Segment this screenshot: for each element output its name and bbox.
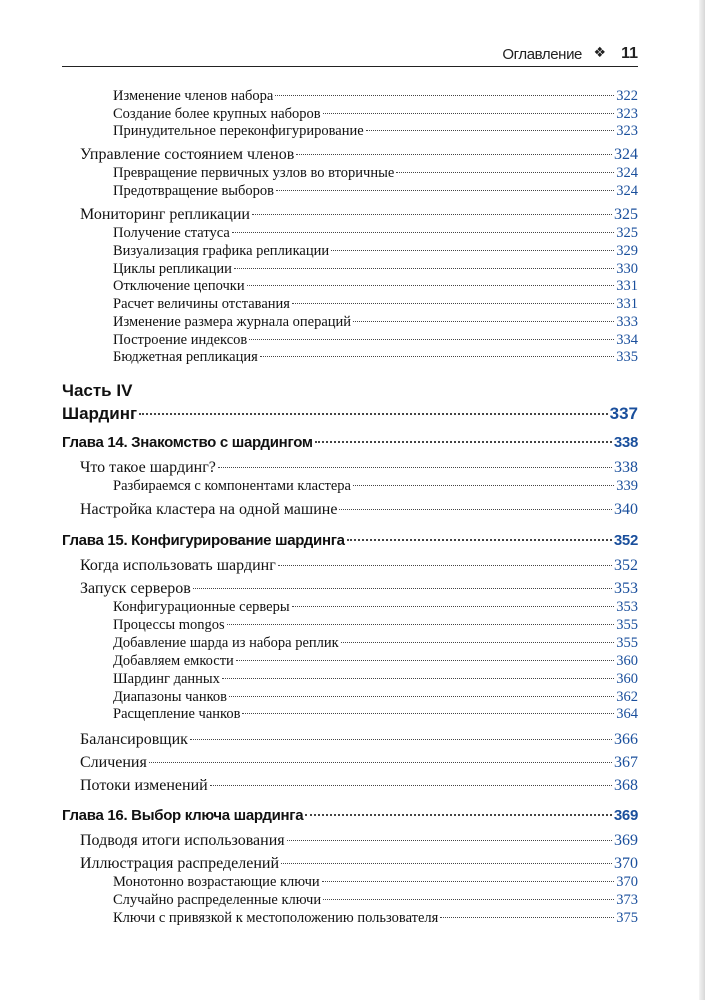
toc-entry-page: 324 — [616, 165, 638, 181]
toc-entry-page: 373 — [616, 892, 638, 908]
toc-entry-title: Изменение размера журнала операций — [113, 314, 352, 330]
leader-dots — [232, 232, 614, 233]
toc-entry-page: 331 — [616, 278, 638, 294]
leader-dots — [249, 339, 614, 340]
toc-entry-page: 362 — [616, 689, 638, 705]
toc-entry-title: Визуализация графика репликации — [113, 243, 330, 259]
leader-dots — [396, 172, 614, 173]
leader-dots — [296, 154, 612, 155]
leader-dots — [247, 285, 615, 286]
leader-dots — [139, 413, 608, 415]
page-number: 11 — [621, 45, 638, 62]
toc-section-title: Балансировщик — [80, 731, 188, 748]
toc-chapter[interactable] — [62, 434, 638, 452]
toc-section-title: Когда использовать шардинг — [80, 557, 276, 574]
toc-section-page: 324 — [614, 146, 638, 163]
toc-entry-title: Расщепление чанков — [113, 706, 241, 722]
toc-section[interactable] — [62, 580, 638, 598]
toc-entry-title: Построение индексов — [113, 332, 248, 348]
toc-entry[interactable] — [62, 88, 638, 106]
toc-section-page: 352 — [614, 557, 638, 574]
toc-part-title: Шардинг — [62, 404, 138, 423]
leader-dots — [353, 321, 614, 322]
toc-section[interactable] — [62, 754, 638, 772]
toc-entry[interactable] — [62, 689, 638, 707]
toc-entry-title: Превращение первичных узлов во вторичные — [113, 165, 395, 181]
toc-section-page: 370 — [614, 855, 638, 872]
toc-chapter-page: 338 — [613, 434, 638, 451]
toc-entry[interactable] — [62, 296, 638, 314]
toc-section[interactable] — [62, 146, 638, 164]
toc-entry-page: 329 — [616, 243, 638, 259]
toc-entry-page: 355 — [616, 617, 638, 633]
toc-entry-title: Конфигурационные серверы — [113, 599, 290, 615]
toc-entry[interactable] — [62, 349, 638, 367]
leader-dots — [276, 190, 614, 191]
toc-chapter-page: 352 — [613, 532, 638, 549]
leader-dots — [236, 660, 614, 661]
toc-entry-page: 339 — [616, 478, 638, 494]
toc-chapter-title: Глава 14. Знакомство с шардингом — [62, 434, 313, 451]
page-edge — [699, 0, 705, 1000]
leader-dots — [323, 899, 614, 900]
toc-entry-title: Расчет величины отставания — [113, 296, 290, 312]
toc-entry[interactable] — [62, 599, 638, 617]
toc-entry-page: 375 — [616, 910, 638, 926]
leader-dots — [227, 624, 615, 625]
toc-entry[interactable] — [62, 910, 638, 928]
leader-dots — [252, 214, 612, 215]
toc-section[interactable] — [62, 206, 638, 224]
leader-dots — [222, 678, 614, 679]
toc-entry-title: Отключение цепочки — [113, 278, 245, 294]
leader-dots — [281, 863, 612, 864]
leader-dots — [193, 588, 612, 589]
toc-entry-page: 324 — [616, 183, 638, 199]
toc-entry-title: Циклы репликации — [113, 261, 232, 277]
toc-entry-title: Добавление шарда из набора реплик — [113, 635, 339, 651]
running-header — [62, 44, 638, 67]
toc-entry-page: 360 — [616, 653, 638, 669]
toc-entry-page: 333 — [616, 314, 638, 330]
toc-section-title: Настройка кластера на одной машине — [80, 501, 338, 518]
toc-section-page: 353 — [614, 580, 638, 597]
toc-part[interactable] — [62, 404, 638, 422]
toc-section[interactable] — [62, 777, 638, 795]
toc-entry-title: Процессы mongos — [113, 617, 225, 633]
toc-section-page: 367 — [614, 754, 638, 771]
leader-dots — [234, 268, 614, 269]
toc-part-page: 337 — [609, 404, 638, 423]
leader-dots — [287, 840, 612, 841]
leader-dots — [347, 539, 612, 541]
toc-entry-title: Бюджетная репликация — [113, 349, 258, 365]
toc-section-page: 368 — [614, 777, 638, 794]
toc-entry[interactable] — [62, 261, 638, 279]
toc-section-page: 366 — [614, 731, 638, 748]
toc-section[interactable] — [62, 832, 638, 850]
toc-entry-title: Монотонно возрастающие ключи — [113, 874, 320, 890]
toc-entry-page: 335 — [616, 349, 638, 365]
toc-section-page: 338 — [614, 459, 638, 476]
toc-entry-title: Предотвращение выборов — [113, 183, 275, 199]
toc-section-title: Что такое шардинг? — [80, 459, 216, 476]
toc-chapter[interactable] — [62, 532, 638, 550]
toc-entry[interactable] — [62, 225, 638, 243]
toc-chapter-title: Глава 16. Выбор ключа шардинга — [62, 807, 304, 824]
leader-dots — [229, 696, 614, 697]
toc-entry-page: 355 — [616, 635, 638, 651]
leader-dots — [278, 565, 612, 566]
toc-entry[interactable] — [62, 874, 638, 892]
toc-entry-title: Получение статуса — [113, 225, 230, 241]
toc-section-title: Управление состоянием членов — [80, 146, 295, 163]
leader-dots — [210, 785, 612, 786]
toc-entry[interactable] — [62, 278, 638, 296]
leader-dots — [218, 467, 612, 468]
leader-dots — [341, 642, 615, 643]
toc-entry[interactable] — [62, 706, 638, 724]
leader-dots — [331, 250, 614, 251]
toc-entry[interactable] — [62, 617, 638, 635]
toc-entry-title: Добавляем емкости — [113, 653, 234, 669]
toc-entry[interactable] — [62, 183, 638, 201]
toc-chapter-page: 369 — [613, 807, 638, 824]
toc-entry[interactable] — [62, 653, 638, 671]
toc-section-page: 340 — [614, 501, 638, 518]
toc-entry-page: 322 — [616, 88, 638, 104]
leader-dots — [366, 130, 615, 131]
toc-entry-title: Принудительное переконфигурирование — [113, 123, 364, 139]
toc-chapter[interactable] — [62, 807, 638, 825]
toc-section-title: Иллюстрация распределений — [80, 855, 280, 872]
toc-entry-page: 353 — [616, 599, 638, 615]
leader-dots — [260, 356, 614, 357]
leader-dots — [305, 814, 612, 816]
leader-dots — [440, 917, 614, 918]
toc-entry-page: 364 — [616, 706, 638, 722]
toc-section[interactable] — [62, 731, 638, 749]
toc-entry[interactable] — [62, 123, 638, 141]
toc-section-title: Сличения — [80, 754, 147, 771]
toc-entry[interactable] — [62, 243, 638, 261]
leader-dots — [292, 606, 615, 607]
toc-entry[interactable] — [62, 165, 638, 183]
toc-entry-page: 370 — [616, 874, 638, 890]
toc-section[interactable] — [62, 501, 638, 519]
toc-entry[interactable] — [62, 314, 638, 332]
toc-entry-page: 334 — [616, 332, 638, 348]
leader-dots — [275, 95, 614, 96]
leader-dots — [315, 441, 612, 443]
leader-dots — [353, 485, 614, 486]
toc-entry-page: 330 — [616, 261, 638, 277]
toc-entry-page: 360 — [616, 671, 638, 687]
ornament-icon: ❖ — [593, 45, 606, 61]
toc-entry-title: Диапазоны чанков — [113, 689, 228, 705]
toc-section[interactable] — [62, 557, 638, 575]
part-label: Часть IV — [62, 381, 133, 400]
toc-section-title: Потоки изменений — [80, 777, 208, 794]
leader-dots — [322, 881, 615, 882]
toc-entry-page: 323 — [616, 106, 638, 122]
toc-section-page: 325 — [614, 206, 638, 223]
toc-entry[interactable] — [62, 106, 638, 124]
toc-section-title: Запуск серверов — [80, 580, 191, 597]
toc-entry-title: Изменение членов набора — [113, 88, 274, 104]
toc-section[interactable] — [62, 855, 638, 873]
leader-dots — [292, 303, 614, 304]
toc-section-title: Мониторинг репликации — [80, 206, 250, 223]
toc-section-page: 369 — [614, 832, 638, 849]
header-title: Оглавление — [502, 46, 582, 63]
toc-chapter-title: Глава 15. Конфигурирование шардинга — [62, 532, 345, 549]
leader-dots — [339, 509, 612, 510]
toc-entry[interactable] — [62, 671, 638, 689]
toc-entry[interactable] — [62, 478, 638, 496]
leader-dots — [242, 713, 614, 714]
leader-dots — [149, 762, 612, 763]
toc-section-title: Подводя итоги использования — [80, 832, 285, 849]
toc-entry-page: 325 — [616, 225, 638, 241]
leader-dots — [323, 113, 615, 114]
toc-entry[interactable] — [62, 332, 638, 350]
toc-entry-title: Создание более крупных наборов — [113, 106, 321, 122]
leader-dots — [190, 739, 612, 740]
toc-section[interactable] — [62, 459, 638, 477]
toc-entry-title: Шардинг данных — [113, 671, 220, 687]
toc-entry-page: 323 — [616, 123, 638, 139]
toc-entry-title: Разбираемся с компонентами кластера — [113, 478, 351, 494]
toc-entry[interactable] — [62, 635, 638, 653]
toc-entry[interactable] — [62, 892, 638, 910]
toc-entry-title: Ключи с привязкой к местоположению пользователя — [113, 910, 439, 926]
toc-entry-title: Случайно распределенные ключи — [113, 892, 322, 908]
toc-entry-page: 331 — [616, 296, 638, 312]
